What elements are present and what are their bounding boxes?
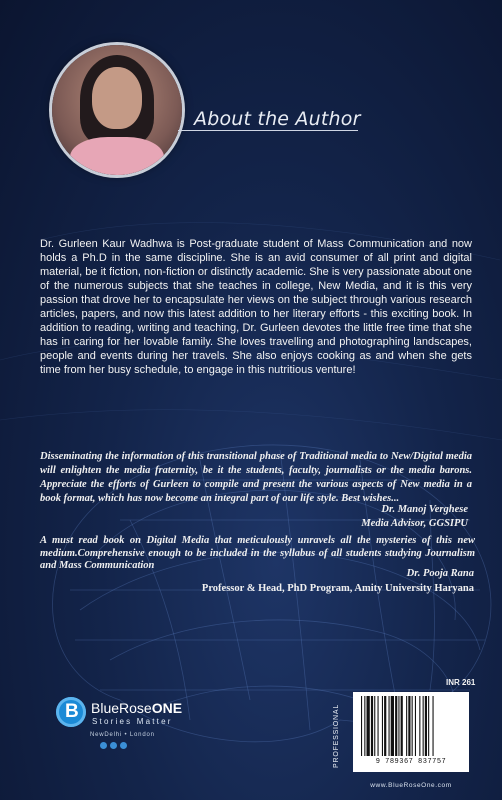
- barcode-bar: [378, 696, 379, 756]
- barcode-bar: [384, 696, 386, 756]
- barcode-bar: [425, 696, 427, 756]
- barcode-bar: [391, 696, 394, 756]
- endorsement-2-title: Professor & Head, PhD Program, Amity University Haryana: [201, 583, 474, 594]
- publisher-name-light: BlueRose: [91, 700, 152, 716]
- endorsement-1-signature: [361, 503, 468, 531]
- heading-underline: [178, 130, 358, 131]
- barcode-bar: [389, 696, 390, 756]
- barcode-bar: [408, 696, 410, 756]
- barcode-bar: [382, 696, 383, 756]
- barcode-bar: [412, 696, 413, 756]
- barcode: [353, 692, 469, 772]
- barcode-bar: [398, 696, 399, 756]
- barcode-bar: [364, 696, 365, 756]
- author-photo: [52, 45, 182, 175]
- social-icon: [110, 742, 117, 749]
- social-icon: [120, 742, 127, 749]
- isbn-number: 9 789367 837757: [375, 758, 447, 766]
- barcode-bar: [374, 696, 375, 756]
- barcode-bars: [359, 696, 463, 756]
- endorsement-2-signature: [202, 566, 474, 596]
- barcode-bar: [401, 696, 403, 756]
- endorsement-1-text: Disseminating the information of this transitional phase of Traditional media to New/Digital media will enlighten the media fraternity, be it the students, faculty, journalists or the media barons. Appreciate the efforts of Gurleen to compile and present the various aspects of New media in a book format, which has now become an integral part of our life style. Best wishes...: [40, 451, 472, 504]
- publisher-tagline: Stories Matter: [92, 717, 173, 726]
- endorsement-2-name: Dr. Pooja Rana: [406, 568, 474, 579]
- publisher-cities: NewDelhi • London: [90, 732, 155, 738]
- social-icons: [100, 742, 127, 749]
- social-icon: [100, 742, 107, 749]
- endorsement-1-name: Dr. Manoj Verghese: [381, 504, 468, 515]
- about-heading: About the Author: [194, 108, 361, 130]
- barcode-bar: [423, 696, 424, 756]
- publisher-logo-icon: B: [56, 697, 86, 727]
- price-label: INR 261: [446, 678, 476, 687]
- publisher-url: www.BlueRoseOne.com: [370, 782, 452, 789]
- publisher-name: [91, 700, 182, 716]
- endorsement-2-text: A must read book on Digital Media that meticulously unravels all the mysteries of this new medium.Comprehensive enough to be included in the syllabus of all students studying Journalism and Mass Communication: [40, 535, 475, 571]
- endorsement-1-title: Media Advisor, GGSIPU: [361, 518, 468, 529]
- publisher-name-bold: ONE: [151, 700, 183, 716]
- barcode-bar: [361, 696, 362, 756]
- author-bio: [40, 237, 472, 377]
- barcode-bar: [395, 696, 397, 756]
- category-label: PROFESSIONAL: [333, 703, 340, 768]
- barcode-bar: [428, 696, 429, 756]
- barcode-bar: [419, 696, 420, 756]
- barcode-bar: [406, 696, 407, 756]
- barcode-bar: [367, 696, 370, 756]
- barcode-bar: [433, 696, 434, 756]
- barcode-bar: [371, 696, 373, 756]
- barcode-bar: [415, 696, 416, 756]
- bio-text: Dr. Gurleen Kaur Wadhwa is Post-graduate student of Mass Communication and now holds a Ph.D in the same discipline. She is an avid consumer of all print and digital material, be it fiction, non-fiction or distinctly academic. She is very passionate about one of the numerous subjects that she teaches in college, New Media, and it is this very passion that drove her to encapsulate her views on the subject through various research articles, papers, and now this latest addition to her literary efforts - this exciting book. In addition to reading, writing and teaching, Dr. Gurleen devotes the little free time that she has in caring for her lovable family. She loves travelling and photographing landscapes, people and events during her travels. She also enjoys cooking as and when she gets time from her busy schedule, to engage in this nutritious venture!: [40, 238, 472, 376]
